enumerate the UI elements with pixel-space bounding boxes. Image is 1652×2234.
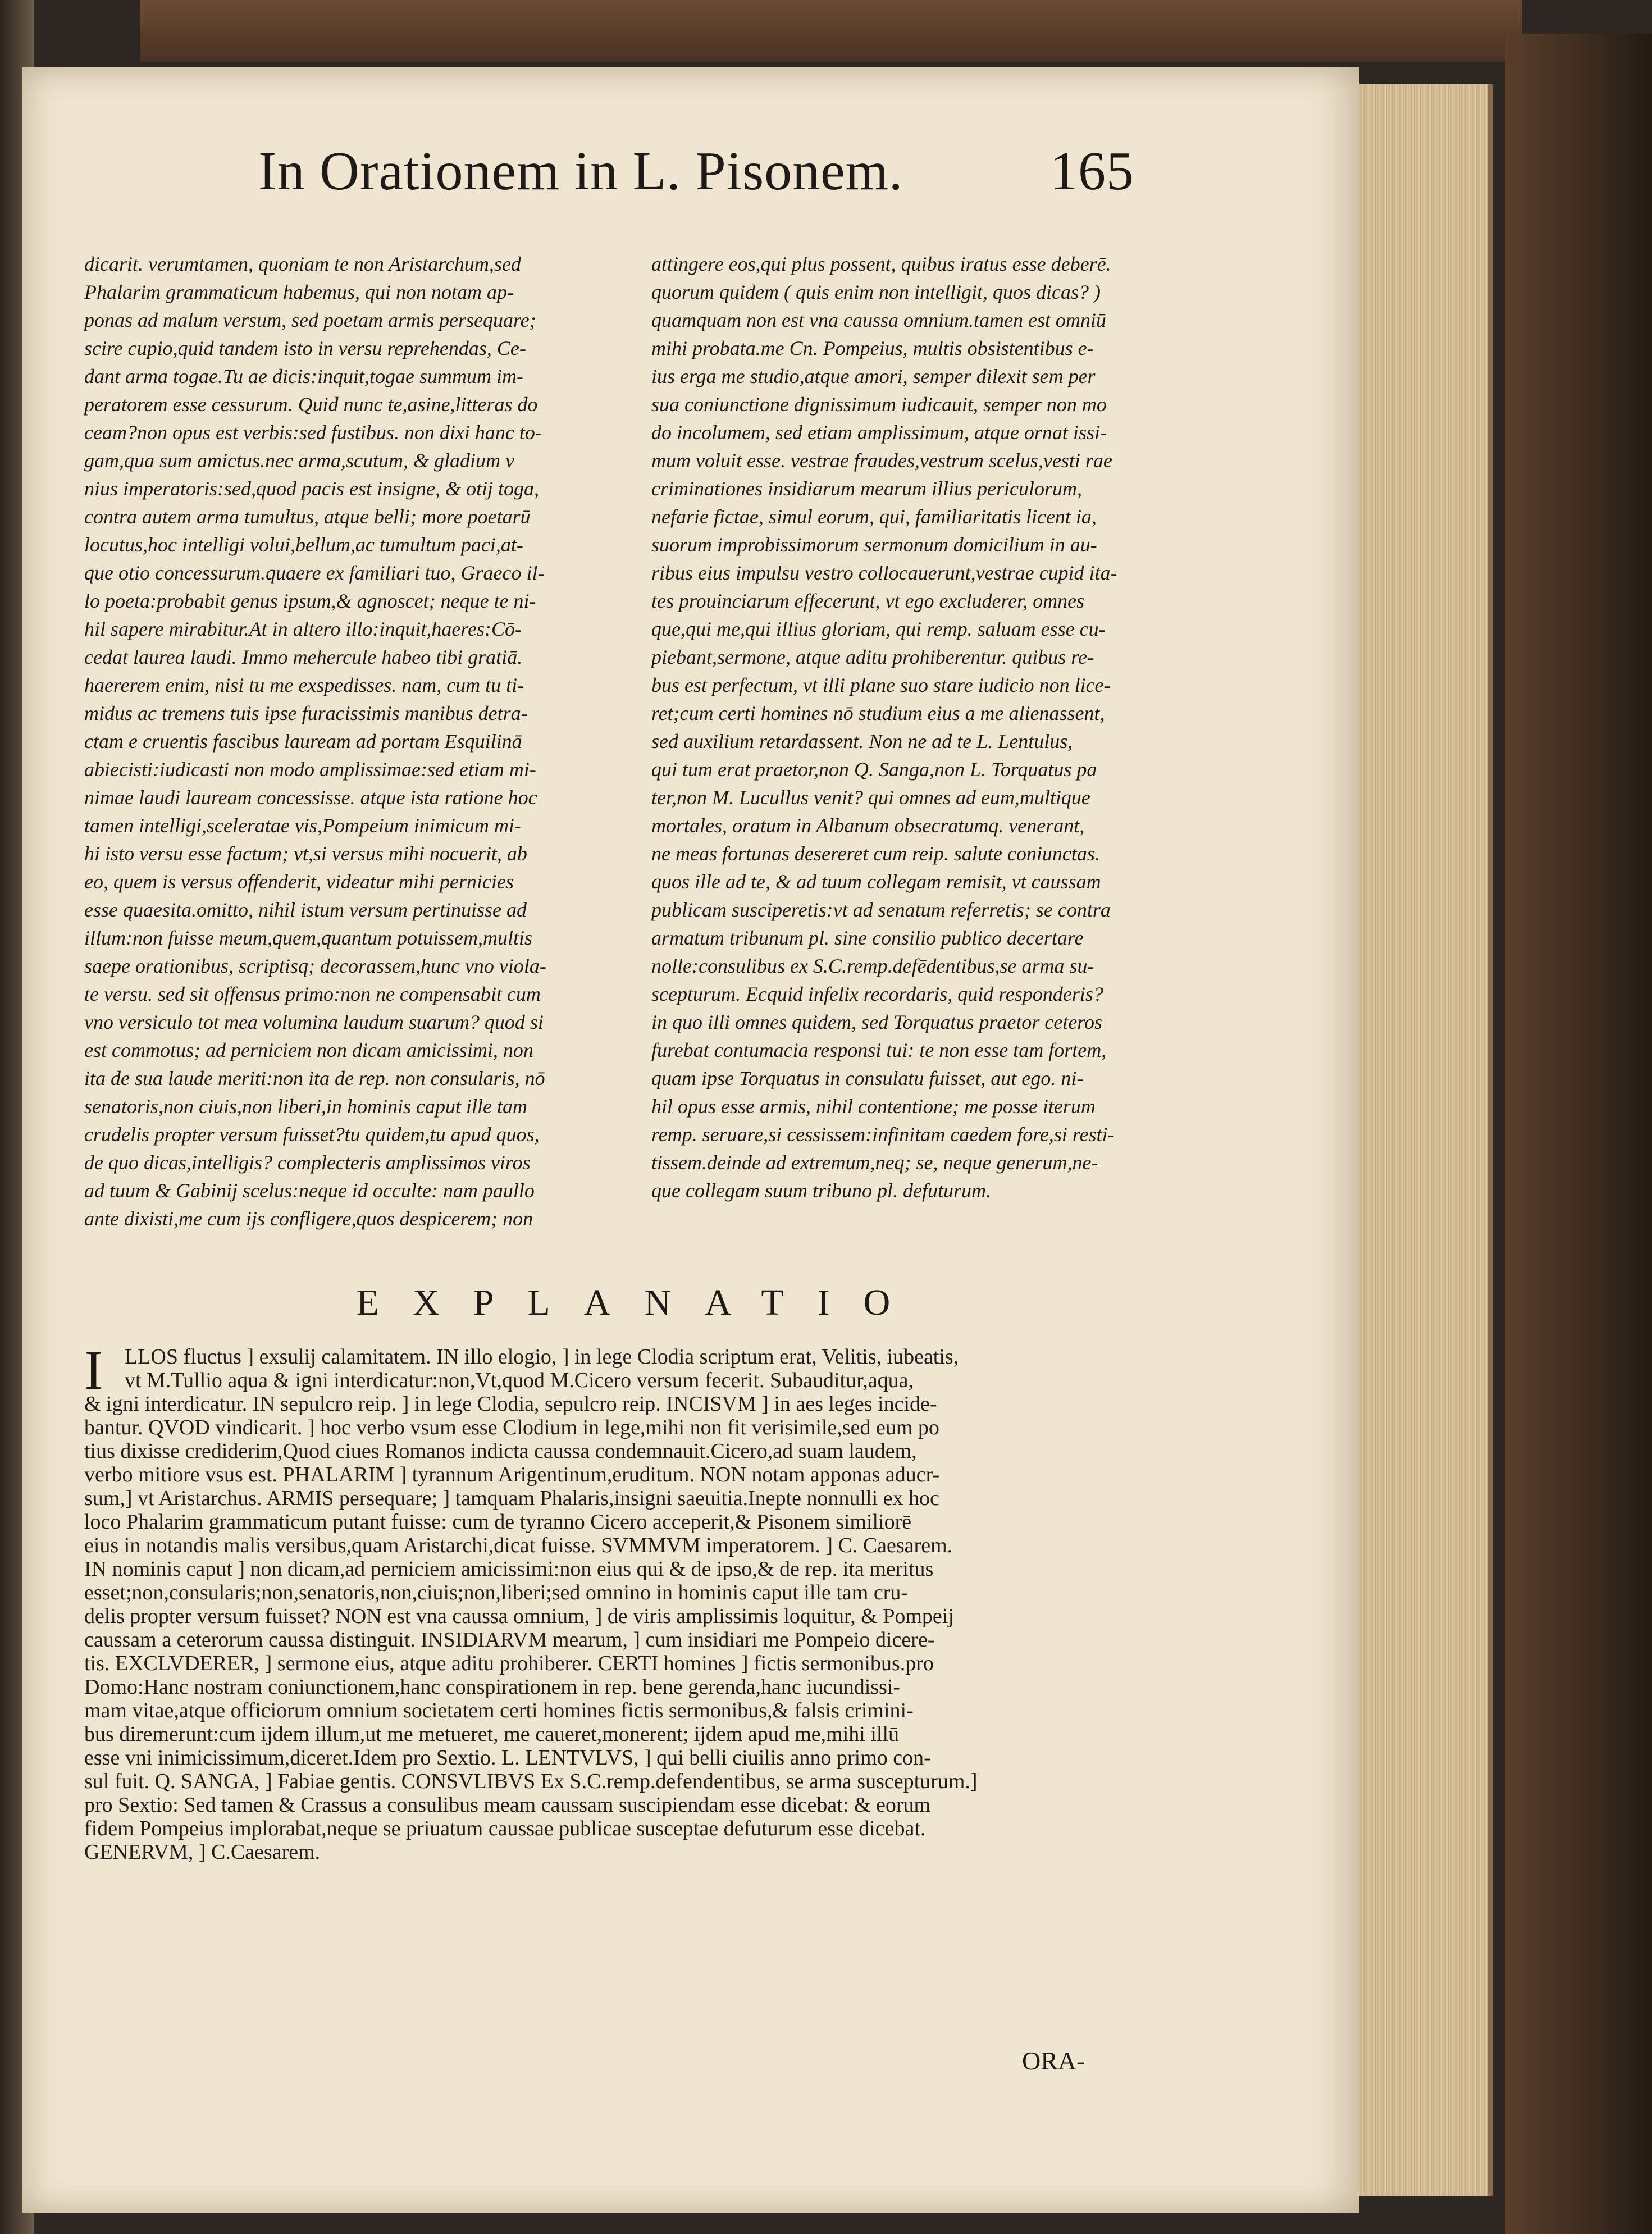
text-line: locutus,hoc intelligi volui,bellum,ac tumultum paci,at- <box>84 534 523 556</box>
text-line: nefarie fictae, simul eorum, qui, familiaritatis licent ia, <box>651 505 1097 528</box>
section-heading: EXPLANATIO <box>356 1282 924 1323</box>
commentary-line: Domo:Hanc nostram coniunctionem,hanc conspirationem in rep. bene gerenda,hanc iucundissi- <box>84 1675 901 1699</box>
commentary-line: bus diremerunt:cum ijdem illum,ut me metueret, me caueret,monerent; ijdem apud me,mihi illū <box>84 1722 899 1746</box>
text-line: scepturum. Ecquid infelix recordaris, quid responderis? <box>651 983 1103 1005</box>
running-head <box>258 129 1134 213</box>
text-line: ita de sua laude meriti:non ita de rep. non consularis, nō <box>84 1067 545 1089</box>
text-line: crudelis propter versum fuisset?tu quidem,tu apud quos, <box>84 1123 540 1146</box>
commentary-line: tis. EXCLVDERER, ] sermone eius, atque aditu prohiberer. CERTI homines ] fictis sermonibus.pro <box>84 1652 934 1675</box>
text-line: senatoris,non ciuis,non liberi,in hominis caput ille tam <box>84 1095 527 1118</box>
text-line: ctam e cruentis fascibus lauream ad portam Esquilinā <box>84 730 522 753</box>
text-line: quorum quidem ( quis enim non intelligit, quos dicas? ) <box>651 281 1101 303</box>
commentary-line: & igni interdicatur. IN sepulcro reip. ] in lege Clodia, sepulcro reip. INCISVM ] in aes leges incide- <box>84 1392 937 1416</box>
text-line: ribus eius impulsu vestro collocauerunt,vestrae cupid ita- <box>651 562 1117 584</box>
text-line: lo poeta:probabit genus ipsum,& agnoscet; neque te ni- <box>84 590 536 612</box>
text-line: dicarit. verumtamen, quoniam te non Aristarchum,sed <box>84 253 521 275</box>
text-line: Phalarim grammaticum habemus, qui non notam ap- <box>84 281 514 303</box>
text-line: mum voluit esse. vestrae fraudes,vestrum scelus,vesti rae <box>651 449 1112 472</box>
text-line: gam,qua sum amictus.nec arma,scutum, & gladium v <box>84 449 514 472</box>
catchword: ORA- <box>1022 2046 1085 2075</box>
text-line: haererem enim, nisi tu me exspedisses. nam, cum tu ti- <box>84 674 524 696</box>
drop-cap: I <box>84 1339 103 1401</box>
text-line: nolle:consulibus ex S.C.remp.defēdentibus,se arma su- <box>651 955 1094 977</box>
commentary-line: pro Sextio: Sed tamen & Crassus a consulibus meam caussam suscipiendam esse dicebat: & eorum <box>84 1793 931 1817</box>
text-line: que otio concessurum.quaere ex familiari tuo, Graeco il- <box>84 562 545 584</box>
text-line: ceam?non opus est verbis:sed fustibus. non dixi hanc to- <box>84 421 542 444</box>
text-line: remp. seruare,si cessissem:infinitam caedem fore,si resti- <box>651 1123 1115 1146</box>
text-line: est commotus; ad perniciem non dicam amicissimi, non <box>84 1039 533 1061</box>
text-line: mortales, oratum in Albanum obsecratumq. venerant, <box>651 814 1085 837</box>
text-line: ter,non M. Lucullus venit? qui omnes ad eum,multique <box>651 786 1090 809</box>
text-line: cedat laurea laudi. Immo mehercule habeo tibi gratiā. <box>84 646 523 668</box>
commentary-line: fidem Pompeius implorabat,neque se priuatum caussae publicae susceptae defuturum esse dicebat. <box>84 1817 926 1840</box>
text-line: abiecisti:iudicasti non modo amplissimae:sed etiam mi- <box>84 758 536 781</box>
text-column-left <box>84 250 623 1233</box>
commentary-line: IN nominis caput ] non dicam,ad perniciem amicissimi:non eius qui & de ipso,& de rep. ita meritus <box>84 1557 934 1581</box>
text-line: sed auxilium retardassent. Non ne ad te L. Lentulus, <box>651 730 1073 753</box>
commentary-line: bantur. QVOD vindicarit. ] hoc verbo vsum esse Clodium in lege,mihi non fit verisimile,sed eum po <box>84 1416 939 1439</box>
text-line: qui tum erat praetor,non Q. Sanga,non L. Torquatus pa <box>651 758 1097 781</box>
text-line: piebant,sermone, atque aditu prohiberentur. quibus re- <box>651 646 1094 668</box>
text-line: armatum tribunum pl. sine consilio publico decertare <box>651 927 1084 949</box>
text-line: hi isto versu esse factum; vt,si versus mihi nocuerit, ab <box>84 842 527 865</box>
text-line: in quo illi omnes quidem, sed Torquatus praetor ceteros <box>651 1011 1102 1033</box>
page-number: 165 <box>1050 141 1134 202</box>
text-column-right <box>651 250 1190 1233</box>
commentary-line: vt M.Tullio aqua & igni interdicatur:non,Vt,quod M.Cicero versum fecerit. Subauditur,aqua, <box>125 1369 914 1392</box>
text-line: ante dixisti,me cum ijs confligere,quos despicerem; non <box>84 1207 533 1230</box>
text-line: tes prouinciarum effecerunt, vt ego excluderer, omnes <box>651 590 1085 612</box>
commentary-line: caussam a ceterorum caussa distinguit. INSIDIARVM mearum, ] cum insidiari me Pompeio dicere- <box>84 1628 935 1652</box>
commentary-line: verbo mitiore vsus est. PHALARIM ] tyrannum Arigentinum,eruditum. NON notam apponas aducr- <box>84 1463 940 1487</box>
text-line: que,qui me,qui illius gloriam, qui remp. saluam esse cu- <box>651 618 1106 640</box>
text-line: eo, quem is versus offenderit, videatur mihi pernicies <box>84 870 514 893</box>
text-line: ius erga me studio,atque amori, semper dilexit sem per <box>651 365 1096 387</box>
commentary-line: GENERVM, ] C.Caesarem. <box>84 1840 321 1864</box>
commentary-line: esse vni inimicissimum,diceret.Idem pro Sextio. L. LENTVLVS, ] qui belli ciuilis anno primo con- <box>84 1746 931 1770</box>
text-line: dant arma togae.Tu ae dicis:inquit,togae summum im- <box>84 365 523 387</box>
text-line: ponas ad malum versum, sed poetam armis persequare; <box>84 309 536 331</box>
text-line: ne meas fortunas desereret cum reip. salute coniunctas. <box>651 842 1100 865</box>
commentary-line: sul fuit. Q. SANGA, ] Fabiae gentis. CONSVLIBVS Ex S.C.remp.defendentibus, se arma suscepturum.] <box>84 1770 978 1793</box>
text-line: hil opus esse armis, nihil contentione; me posse iterum <box>651 1095 1096 1118</box>
text-line: nimae laudi lauream concessisse. atque ista ratione hoc <box>84 786 537 809</box>
text-line: illum:non fuisse meum,quem,quantum potuissem,multis <box>84 927 532 949</box>
text-line: que collegam suum tribuno pl. defuturum. <box>651 1179 991 1202</box>
commentary-line: mam vitae,atque officiorum omnium societatem certi homines fictis sermonibus,& falsis crimini- <box>84 1699 914 1722</box>
commentary-text <box>84 1339 1185 1985</box>
commentary-line: delis propter versum fuisset? NON est vna caussa omnium, ] de viris amplissimis loquitur, & Pompeij <box>84 1604 954 1628</box>
text-line: peratorem esse cessurum. Quid nunc te,asine,litteras do <box>84 393 538 416</box>
text-line: sua coniunctione dignissimum iudicauit, semper non mo <box>651 393 1107 416</box>
commentary-line: sum,] vt Aristarchus. ARMIS persequare; ] tamquam Phalaris,insigni saeuitia.Inepte nonnulli ex hoc <box>84 1487 939 1510</box>
text-line: quos ille ad te, & ad tuum collegam remisit, vt caussam <box>651 870 1101 893</box>
text-line: scire cupio,quid tandem isto in versu reprehendas, Ce- <box>84 337 526 359</box>
text-line: quam ipse Torquatus in consulatu fuisset, aut ego. ni- <box>651 1067 1084 1089</box>
text-line: nius imperatoris:sed,quod pacis est insigne, & otij toga, <box>84 477 539 500</box>
text-line: attingere eos,qui plus possent, quibus iratus esse deberē. <box>651 253 1111 275</box>
book-cover-top <box>140 0 1522 62</box>
text-line: bus est perfectum, vt illi plane suo stare iudicio non lice- <box>651 674 1111 696</box>
commentary-line: eius in notandis malis versibus,quam Aristarchi,dicat fuisse. SVMMVM imperatorem. ] C. Caesarem. <box>84 1534 953 1557</box>
text-line: vno versiculo tot mea volumina laudum suarum? quod si <box>84 1011 544 1033</box>
text-line: furebat contumacia responsi tui: te non esse tam fortem, <box>651 1039 1107 1061</box>
text-line: ret;cum certi homines nō studium eius a me alienassent, <box>651 702 1105 724</box>
page-fore-edge <box>1353 84 1493 2196</box>
text-line: tamen intelligi,sceleratae vis,Pompeium inimicum mi- <box>84 814 521 837</box>
text-line: midus ac tremens tuis ipse furacissimis manibus detra- <box>84 702 528 724</box>
commentary-line: loco Phalarim grammaticum putant fuisse: cum de tyranno Cicero acceperit,& Pisonem similiorē <box>84 1510 912 1534</box>
running-head-title: In Orationem in L. Pisonem. <box>258 141 903 202</box>
text-line: esse quaesita.omitto, nihil istum versum pertinuisse ad <box>84 899 527 921</box>
book-cover-right <box>1505 34 1652 2234</box>
text-line: suorum improbissimorum sermonum domicilium in au- <box>651 534 1097 556</box>
text-line: criminationes insidiarum mearum illius periculorum, <box>651 477 1082 500</box>
text-line: de quo dicas,intelligis? complecteris amplissimos viros <box>84 1151 531 1174</box>
text-line: ad tuum & Gabinij scelus:neque id occulte: nam paullo <box>84 1179 535 1202</box>
text-line: mihi probata.me Cn. Pompeius, multis obsistentibus e- <box>651 337 1094 359</box>
text-line: te versu. sed sit offensus primo:non ne compensabit cum <box>84 983 541 1005</box>
text-line: quamquam non est vna caussa omnium.tamen est omniū <box>651 309 1106 331</box>
text-line: do incolumem, sed etiam amplissimum, atque ornat issi- <box>651 421 1107 444</box>
text-line: saepe orationibus, scriptisq; decorassem,hunc vno viola- <box>84 955 546 977</box>
text-line: contra autem arma tumultus, atque belli; more poetarū <box>84 505 531 528</box>
text-line: hil sapere mirabitur.At in altero illo:inquit,haeres:Cō- <box>84 618 522 640</box>
commentary-line: esset;non,consularis;non,senatoris,non,ciuis;non,liberi;sed omnino in hominis caput ille tam cru- <box>84 1581 908 1604</box>
text-line: tissem.deinde ad extremum,neq; se, neque generum,ne- <box>651 1151 1098 1174</box>
commentary-line: LLOS fluctus ] exsulij calamitatem. IN illo elogio, ] in lege Clodia scriptum erat, Velitis, iubeatis, <box>125 1345 959 1369</box>
oration-text <box>84 250 1196 1233</box>
text-line: publicam susciperetis:vt ad senatum referretis; se contra <box>651 899 1111 921</box>
commentary-line: tius dixisse crediderim,Quod ciues Romanos indicta caussa condemnauit.Cicero,ad suam laudem, <box>84 1439 917 1463</box>
